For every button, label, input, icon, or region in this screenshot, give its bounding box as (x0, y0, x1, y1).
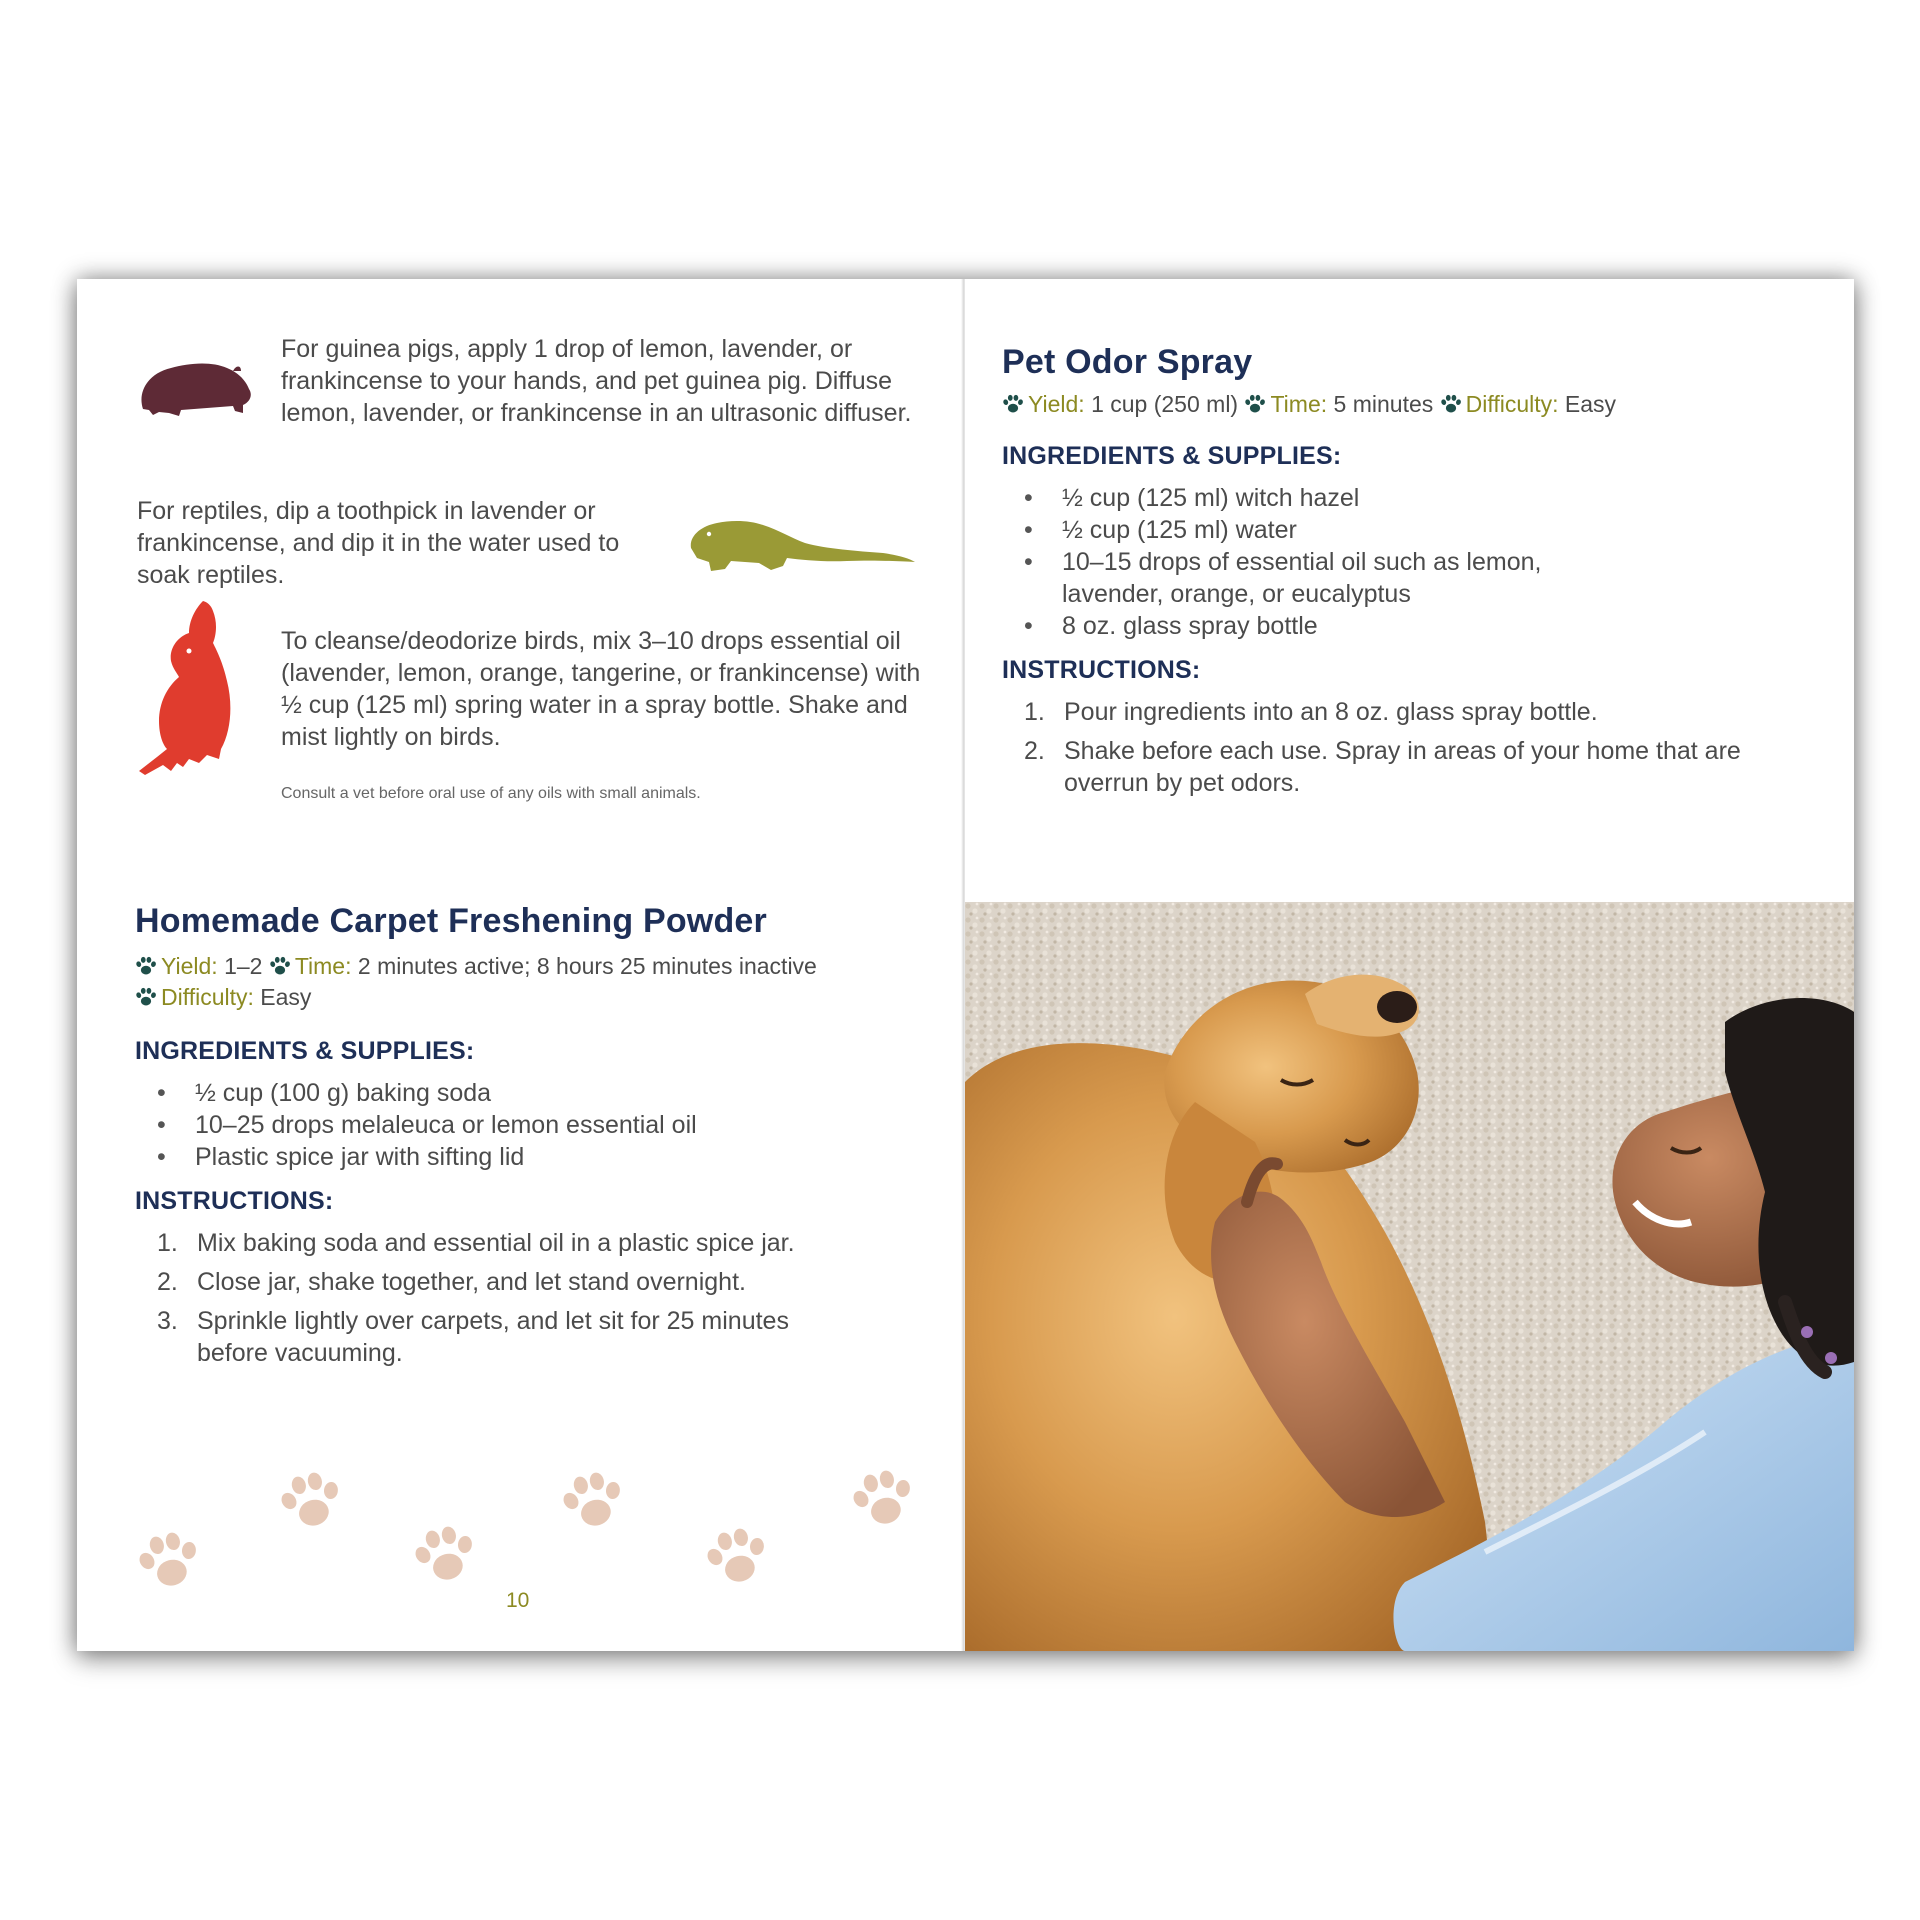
page-number: 10 (506, 1589, 530, 1612)
yield-label: Yield: (1028, 391, 1085, 417)
odor-ingredients-list (1002, 482, 1622, 642)
step-number: 3. (157, 1307, 178, 1335)
time-label: Time: (1270, 391, 1328, 417)
dog-and-girl-photo (965, 902, 1854, 1651)
list-item (1002, 735, 1762, 799)
cockatoo-icon (137, 599, 247, 777)
left-page (77, 279, 963, 1651)
list-item: • ½ cup (100 g) baking soda (135, 1077, 925, 1109)
paw-icon (135, 956, 157, 976)
step-number: 2. (1024, 737, 1045, 765)
reptile-paragraph: For reptiles, dip a toothpick in lavender or frankincense, and dip it in the water used to soak reptiles. (137, 497, 620, 589)
step-number: 1. (157, 1229, 178, 1257)
meta-line-1 (135, 951, 935, 982)
paw-print-icon (554, 1462, 632, 1540)
step-number: 2. (157, 1268, 178, 1296)
list-item: • ½ cup (125 ml) water (1002, 514, 1622, 546)
right-page (965, 279, 1854, 1651)
paw-print-icon (698, 1518, 776, 1596)
guinea-pig-icon (137, 355, 257, 419)
paw-icon (135, 987, 157, 1007)
step-number: 1. (1024, 698, 1045, 726)
step-text: Shake before each use. Spray in areas of your home that are overrun by pet odors. (1064, 737, 1741, 797)
step-text: Sprinkle lightly over carpets, and let sit for 25 minutes before vacuuming. (197, 1307, 789, 1367)
list-item (1002, 696, 1762, 728)
step-text: Mix baking soda and essential oil in a plastic spice jar. (197, 1229, 795, 1257)
carpet-powder-title: Homemade Carpet Freshening Powder (135, 902, 767, 940)
time-label: Time: (294, 953, 352, 979)
difficulty-value: Easy (1564, 391, 1617, 417)
carpet-instructions-list (135, 1227, 865, 1376)
vet-note: Consult a vet before oral use of any oils with small animals. (281, 785, 701, 802)
list-item (135, 1266, 865, 1298)
paw-icon (1002, 394, 1024, 414)
paw-print-icon (844, 1460, 922, 1538)
difficulty-label: Difficulty: (161, 984, 254, 1010)
carpet-instructions-header: INSTRUCTIONS: (135, 1187, 334, 1215)
paw-icon (269, 956, 291, 976)
paw-icon (1440, 394, 1462, 414)
meta-line-2 (135, 982, 935, 1013)
list-item: • 10–15 drops of essential oil such as lemon, lavender, orange, or eucalyptus (1002, 546, 1622, 610)
difficulty-value: Easy (260, 984, 312, 1010)
list-item: • Plastic spice jar with sifting lid (135, 1141, 925, 1173)
bird-paragraph: To cleanse/deodorize birds, mix 3–10 drops essential oil (lavender, lemon, orange, tangerine, or frankincense) with ½ cup (125 ml) spring water in a spray bottle. Shake and mist lightly on birds. (281, 627, 921, 751)
list-item: • ½ cup (125 ml) witch hazel (1002, 482, 1622, 514)
time-value: 5 minutes (1333, 391, 1434, 417)
list-item (135, 1305, 865, 1369)
carpet-ingredients-header: INGREDIENTS & SUPPLIES: (135, 1037, 475, 1065)
yield-label: Yield: (161, 953, 218, 979)
difficulty-label: Difficulty: (1465, 391, 1559, 417)
odor-spray-title: Pet Odor Spray (1002, 343, 1253, 381)
yield-value: 1 cup (250 ml) (1091, 391, 1239, 417)
list-item: • 10–25 drops melaleuca or lemon essential oil (135, 1109, 925, 1141)
paw-print-icon (272, 1462, 350, 1540)
paw-print-icon (406, 1516, 484, 1594)
carpet-powder-meta (135, 951, 935, 1013)
guinea-pig-paragraph: For guinea pigs, apply 1 drop of lemon, lavender, or frankincense to your hands, and pet guinea pig. Diffuse lemon, lavender, or frankincense in an ultrasonic diffuser. (281, 335, 912, 427)
list-item: • 8 oz. glass spray bottle (1002, 610, 1622, 642)
carpet-ingredients-list (135, 1077, 925, 1173)
step-text: Close jar, shake together, and let stand overnight. (197, 1268, 746, 1296)
odor-instructions-list (1002, 696, 1762, 806)
time-value: 2 minutes active; 8 hours 25 minutes inactive (357, 953, 817, 979)
odor-ingredients-header: INGREDIENTS & SUPPLIES: (1002, 442, 1342, 470)
paw-icon (1244, 394, 1266, 414)
paw-print-icon (130, 1522, 208, 1600)
odor-spray-meta (1002, 389, 1842, 420)
book-spread (77, 279, 1854, 1651)
lizard-icon (687, 514, 917, 572)
odor-instructions-header: INSTRUCTIONS: (1002, 656, 1201, 684)
list-item (135, 1227, 865, 1259)
yield-value: 1–2 (224, 953, 263, 979)
step-text: Pour ingredients into an 8 oz. glass spray bottle. (1064, 698, 1598, 726)
